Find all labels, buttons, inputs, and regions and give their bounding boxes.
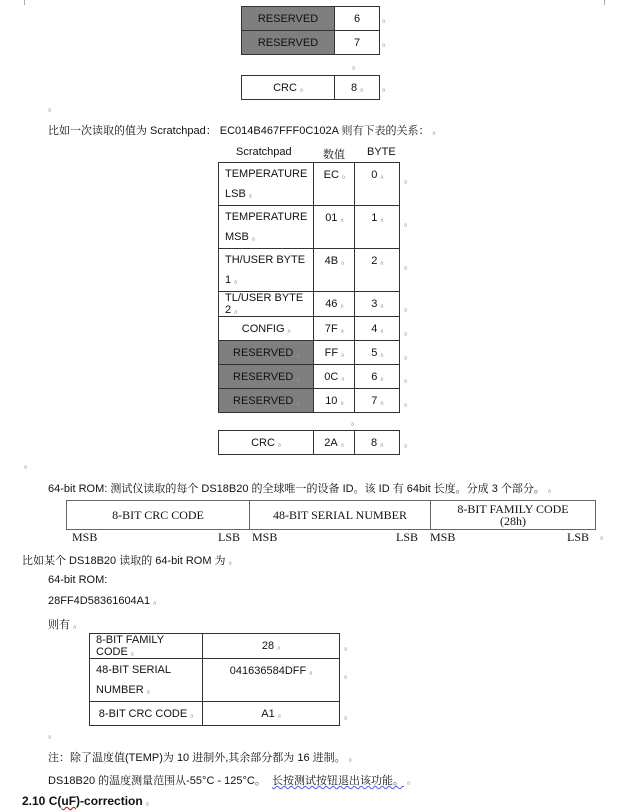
row-end-mark: ₐ (382, 39, 385, 48)
top-scratchpad-table (241, 6, 380, 55)
lsb-label: LSB (567, 530, 590, 544)
row-end-mark: ₐ (404, 219, 407, 228)
rom-breakdown-table (89, 633, 340, 726)
scratchpad-crc-table (218, 430, 400, 455)
row-name-cell: TEMPERATURE MSB ₐ (219, 206, 314, 249)
rom-row-name: 8-BIT FAMILY CODE ₐ (90, 634, 203, 659)
row-byte-cell: 0 ₐ (355, 163, 400, 206)
row-name-cell: TH/USER BYTE 1 ₐ (219, 249, 314, 292)
row-end-mark: ₐ (344, 712, 347, 721)
crc-label-cell: CRC ₐ (219, 431, 314, 455)
row-end-mark: ₐ (382, 15, 385, 24)
row-value-cell: FF ₐ (314, 341, 355, 365)
section-heading: 2.10 C(uF)-correction ₐ (22, 794, 149, 808)
row-end-mark: ₐ (382, 84, 385, 93)
reserved-cell: RESERVED (242, 7, 335, 31)
rom-field-family: 8-BIT FAMILY CODE (28h) (457, 502, 569, 528)
then-label: 则有 ₐ (48, 619, 76, 631)
scratchpad-table (218, 162, 400, 413)
intro-text: 比如一次读取的值为 Scratchpad： EC014B467FFF0C102A 则有下表的关系： ₐ (48, 125, 436, 137)
crc-value-cell: 2A ₐ (314, 431, 355, 455)
row-value-cell: 0C ₐ (314, 365, 355, 389)
scratchpad-header: Scratchpad (236, 146, 292, 158)
value-header: 数值 (323, 149, 345, 161)
note-decimal: 注：除了温度值(TEMP)为 10 进制外,其余部分都为 16 进制。 ₐ (48, 752, 352, 764)
top-crc-table (241, 75, 380, 100)
paragraph-mark: ₐ (352, 62, 355, 71)
row-value-cell: 01 ₐ (314, 206, 355, 249)
value-cell: 6 (335, 7, 380, 31)
row-end-mark: ₐ (404, 304, 407, 313)
rom-description: 64-bit ROM: 测试仪读取的每个 DS18B20 的全球唯一的设备 ID。该 ID 有 64bit 长度。分成 3 个部分。 ₐ (48, 483, 551, 495)
row-value-cell: 10 ₐ (314, 389, 355, 413)
msb-label: MSB (72, 530, 98, 544)
paragraph-mark: ₐ (351, 418, 354, 427)
page-corner-mark-top-left (18, 0, 25, 5)
rom-field-serial: 48-BIT SERIAL NUMBER (250, 501, 431, 529)
row-value-cell: 7F ₐ (314, 317, 355, 341)
lsb-label: LSB (218, 530, 241, 544)
row-byte-cell: 7 ₐ (355, 389, 400, 413)
row-end-mark: ₐ (344, 671, 347, 680)
row-name-cell: TEMPERATURE LSB ₐ (219, 163, 314, 206)
row-byte-cell: 6 ₐ (355, 365, 400, 389)
row-name-cell: CONFIG ₐ (219, 317, 314, 341)
paragraph-mark: ₐ (48, 731, 51, 740)
row-value-cell: 46 ₐ (314, 292, 355, 317)
crc-label-cell: CRC ₐ (242, 76, 335, 100)
crc-byte-cell: 8 ₐ (355, 431, 400, 455)
row-value-cell: 4B ₐ (314, 249, 355, 292)
paragraph-mark: ₐ (48, 104, 51, 113)
row-end-mark: ₐ (344, 643, 347, 652)
row-byte-cell: 3 ₐ (355, 292, 400, 317)
reserved-cell: RESERVED ₐ (219, 341, 314, 365)
row-byte-cell: 1 ₐ (355, 206, 400, 249)
reserved-cell: RESERVED (242, 31, 335, 55)
reserved-cell: RESERVED ₐ (219, 389, 314, 413)
rom-diagram (66, 500, 596, 530)
rom-row-value: 28 ₐ (203, 634, 340, 659)
rom-row-name: 48-BIT SERIAL NUMBER ₐ (90, 659, 203, 702)
rom-row-name: 8-BIT CRC CODE ₐ (90, 702, 203, 726)
crc-value-cell: 8 ₐ (335, 76, 380, 100)
byte-header: BYTE (367, 146, 396, 158)
row-name-cell: TL/USER BYTE 2 ₐ (219, 292, 314, 317)
lsb-label: LSB (396, 530, 419, 544)
paragraph-mark: ₐ (600, 532, 603, 541)
rom-label: 64-bit ROM: (48, 574, 108, 586)
row-byte-cell: 5 ₐ (355, 341, 400, 365)
rom-value: 28FF4D58361604A1 ₐ (48, 595, 157, 607)
row-end-mark: ₐ (404, 399, 407, 408)
rom-row-value: 041636584DFF ₐ (203, 659, 340, 702)
page-corner-mark-top-right (604, 0, 611, 5)
example-text: 比如某个 DS18B20 读取的 64-bit ROM 为 ₐ (22, 555, 232, 567)
row-end-mark: ₐ (404, 352, 407, 361)
row-end-mark: ₐ (404, 375, 407, 384)
row-byte-cell: 4 ₐ (355, 317, 400, 341)
row-byte-cell: 2 ₐ (355, 249, 400, 292)
row-end-mark: ₐ (404, 262, 407, 271)
reserved-cell: RESERVED ₐ (219, 365, 314, 389)
row-end-mark: ₐ (404, 176, 407, 185)
rom-field-crc: 8-BIT CRC CODE (67, 501, 250, 529)
paragraph-mark: ₐ (24, 461, 27, 470)
value-cell: 7 (335, 31, 380, 55)
row-value-cell: EC ₐ (314, 163, 355, 206)
row-end-mark: ₐ (404, 328, 407, 337)
row-end-mark: ₐ (404, 440, 407, 449)
rom-row-value: A1 ₐ (203, 702, 340, 726)
msb-label: MSB (252, 530, 278, 544)
msb-label: MSB (430, 530, 456, 544)
note-range: DS18B20 的温度测量范围从-55°C - 125°C。 长按测试按钮退出该功能。 ₐ (48, 775, 410, 787)
